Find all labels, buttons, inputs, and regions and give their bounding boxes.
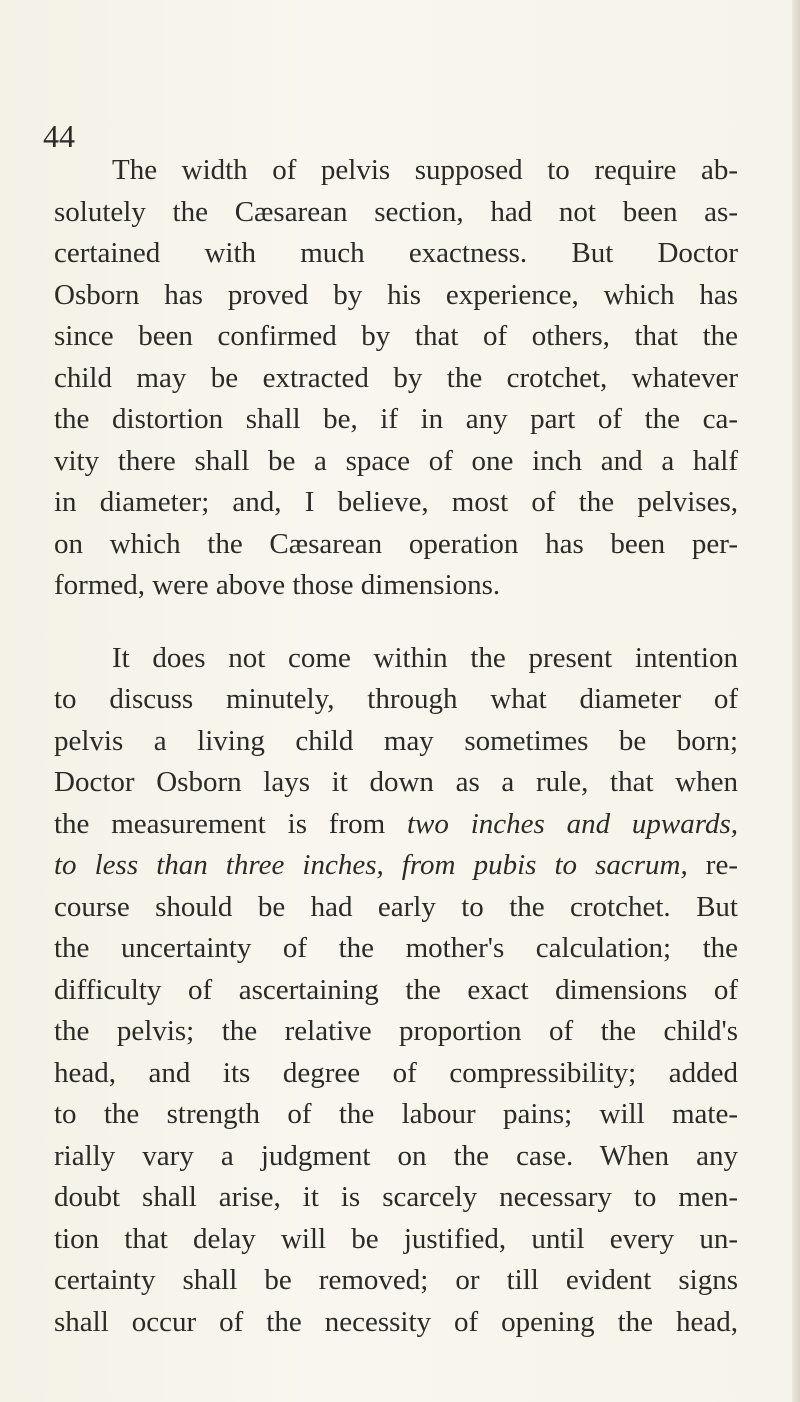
paragraph-2: [54, 638, 738, 1344]
text-line: to the strength of the labour pains; will mate-: [54, 1098, 738, 1130]
text-line: tion that delay will be justified, until every un-: [54, 1222, 738, 1255]
text-line: pelvis a living child may sometimes be born;: [54, 724, 738, 757]
text-segment: re-: [687, 849, 738, 881]
text-line: Osborn has proved by his experience, which has: [54, 278, 738, 311]
text-line: The width of pelvis supposed to require ab-: [112, 154, 738, 186]
text-line: since been confirmed by that of others, that the: [54, 320, 738, 352]
text-line: the uncertainty of the mother's calculation; the: [54, 932, 738, 964]
text-line: on which the Cæsarean operation has been per-: [54, 527, 738, 560]
text-line: vity there shall be a space of one inch and a half: [54, 444, 738, 477]
text-line: the distortion shall be, if in any part of the ca-: [54, 403, 738, 435]
text-line: to discuss minutely, through what diameter of: [54, 683, 738, 715]
text-line: shall occur of the necessity of opening the head,: [54, 1305, 738, 1338]
text-line: [54, 845, 738, 887]
page-edge: [792, 0, 800, 1402]
text-line: the pelvis; the relative proportion of the child's: [54, 1015, 738, 1047]
text-line: [54, 804, 738, 846]
body-text: [54, 150, 738, 1343]
text-line: doubt shall arise, it is scarcely necessary to men-: [54, 1181, 738, 1213]
paragraph-gap: [54, 607, 738, 638]
text-segment: the measurement is from: [54, 807, 407, 840]
text-line: formed, were above those dimensions.: [54, 569, 501, 601]
paragraph-1: [54, 150, 738, 607]
text-line: child may be extracted by the crotchet, whatever: [54, 361, 738, 394]
text-line: rially vary a judgment on the case. When any: [54, 1139, 738, 1172]
text-line: in diameter; and, I believe, most of the pelvises,: [54, 486, 738, 518]
text-line: difficulty of ascertaining the exact dimensions of: [54, 973, 738, 1006]
text-line: course should be had early to the crotchet. But: [54, 890, 738, 923]
italic-text-segment: two inches and upwards,: [407, 807, 739, 840]
text-line: solutely the Cæsarean section, had not been as-: [54, 195, 738, 228]
text-line: certainty shall be removed; or till evident signs: [54, 1264, 738, 1296]
text-line: It does not come within the present intention: [112, 641, 738, 674]
page-number: 44: [43, 118, 75, 154]
text-line: Doctor Osborn lays it down as a rule, that when: [54, 766, 738, 798]
italic-text-segment: to less than three inches, from pubis to sacrum,: [54, 849, 688, 881]
text-line: head, and its degree of compressibility; added: [54, 1056, 738, 1089]
text-line: certained with much exactness. But Doctor: [54, 237, 738, 269]
